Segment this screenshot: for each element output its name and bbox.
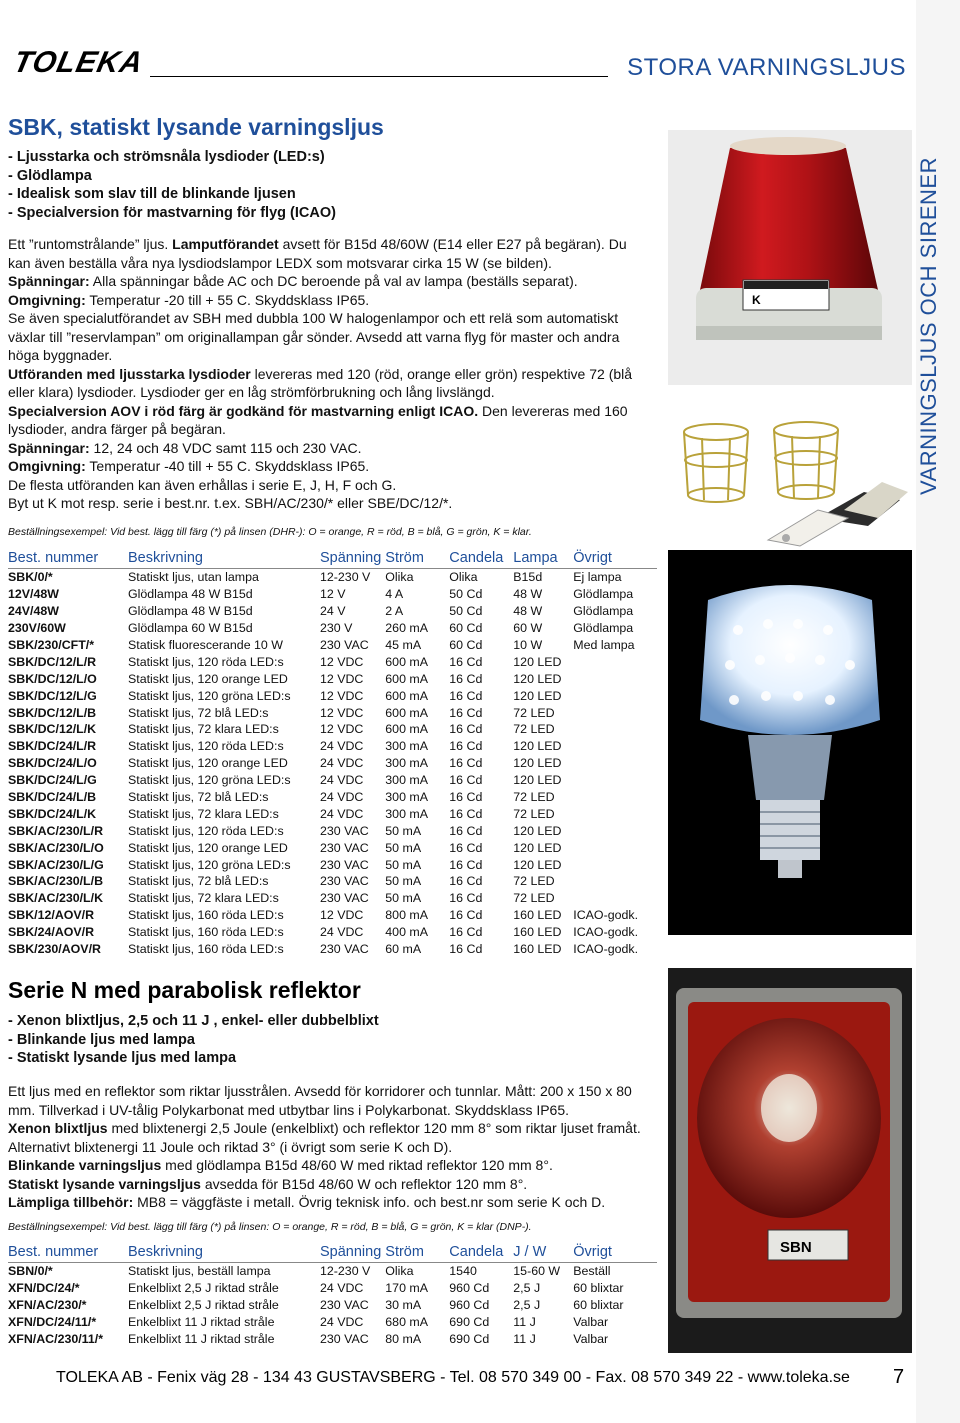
table-row — [8, 772, 657, 789]
table-cell: Olika — [385, 569, 449, 586]
order-number-cell: XFN/DC/24/* — [8, 1281, 80, 1296]
col-header: Beskrivning — [128, 550, 203, 566]
table-cell: Statiskt ljus, 120 röda LED:s — [128, 823, 284, 838]
order-number-cell: SBK/AC/230/L/B — [8, 874, 104, 889]
table-cell: 2,5 J — [513, 1281, 541, 1296]
table-cell: 24 V — [320, 604, 346, 619]
toleka-logo: TOLEKA — [10, 46, 147, 79]
table-cell: Statiskt ljus, 72 blå LED:s — [128, 705, 269, 720]
order-number-cell: SBN/0/* — [8, 1263, 128, 1280]
accessories-photo — [668, 400, 912, 548]
sbk-order-note: Beställningsexempel: Vid best. lägg till färg (*) på linsen (DHR-): O = orange, R = röd, B = blå, G = grön, K = klar. — [8, 526, 532, 538]
table-cell: Glödlampa — [573, 621, 634, 636]
table-header-row — [8, 550, 657, 569]
col-header: Ström — [385, 550, 424, 566]
table-cell: 170 mA — [385, 1281, 428, 1296]
serie-n-spec-table — [8, 1244, 657, 1347]
table-cell: B15d — [513, 569, 573, 586]
table-row — [8, 789, 657, 806]
table-cell — [573, 755, 657, 772]
feature-item: - Xenon blixtljus, 2,5 och 11 J , enkel- eller dubbelblixt — [8, 1013, 379, 1029]
table-cell: 230 VAC — [320, 874, 369, 889]
header-rule — [150, 76, 608, 77]
table-row — [8, 637, 657, 654]
table-row — [8, 822, 657, 839]
table-cell: Enkelblixt 11 J riktad stråle — [128, 1332, 275, 1346]
table-cell: 72 LED — [513, 806, 555, 821]
table-cell: 230 VAC — [320, 1298, 369, 1313]
sbk-features — [8, 148, 658, 222]
table-cell: 120 LED — [513, 688, 562, 703]
table-cell: 690 Cd — [449, 1332, 490, 1346]
table-cell: 16 Cd — [449, 756, 483, 771]
table-row — [8, 569, 657, 586]
table-cell: 50 Cd — [449, 587, 483, 602]
table-cell: 120 LED — [513, 773, 562, 788]
table-cell: Glödlampa 60 W B15d — [128, 621, 253, 636]
table-cell: Glödlampa — [573, 604, 634, 619]
table-cell: Enkelblixt 11 J riktad stråle — [128, 1315, 275, 1330]
serie-n-section — [8, 977, 658, 1068]
table-cell: 12 V — [320, 587, 346, 602]
table-cell: 24 VDC — [320, 1281, 364, 1296]
table-cell: 10 W — [513, 638, 543, 652]
table-cell: 16 Cd — [449, 739, 483, 754]
table-row — [8, 805, 657, 822]
table-cell: Glödlampa 48 W B15d — [128, 604, 253, 619]
table-cell: Beställ — [573, 1263, 657, 1280]
table-cell: 230 VAC — [320, 840, 369, 855]
serie-n-para-2: Xenon blixtljus med blixtenergi 2,5 Joule (enkelblixt) och reflektor 120 mm 8° som riktar ljuset framåt. Alternativt blixtenergi 11 Joule och riktad 3° (i övrigt som serie K och D). — [8, 1120, 641, 1155]
table-cell — [573, 856, 657, 873]
table-row — [8, 873, 657, 890]
table-cell: 72 LED — [513, 891, 555, 906]
table-cell: 600 mA — [385, 705, 428, 720]
table-cell: 16 Cd — [449, 688, 483, 703]
table-cell: 12 VDC — [320, 688, 364, 703]
order-number-cell: SBK/DC/12/L/G — [8, 688, 97, 703]
col-header: Best. nummer — [8, 550, 99, 566]
table-cell: 50 mA — [385, 823, 422, 838]
table-cell: ICAO-godk. — [573, 925, 639, 940]
table-cell: 800 mA — [385, 908, 428, 923]
order-number-cell: SBK/DC/24/L/K — [8, 806, 97, 821]
table-cell — [573, 805, 657, 822]
section-title: STORA VARNINGSLJUS — [627, 54, 906, 81]
table-cell: 120 LED — [513, 739, 562, 754]
order-number-cell: SBK/0/* — [8, 569, 128, 586]
table-cell: 12-230 V — [320, 569, 385, 586]
sbn-label: SBN — [780, 1239, 812, 1256]
table-cell: Statiskt ljus, 160 röda LED:s — [128, 942, 284, 957]
table-cell: Valbar — [573, 1332, 609, 1346]
table-cell: 960 Cd — [449, 1298, 490, 1313]
col-header: Övrigt — [573, 550, 612, 566]
table-cell: Statiskt ljus, 72 klara LED:s — [128, 722, 279, 737]
table-cell: 230 VAC — [320, 942, 369, 957]
table-cell: Statiskt ljus, 120 orange LED — [128, 756, 288, 771]
table-cell: 16 Cd — [449, 773, 483, 788]
feature-item: - Statiskt lysande ljus med lampa — [8, 1050, 237, 1066]
side-tab-label: VARNINGSLJUS OCH SIRENER — [916, 157, 941, 495]
table-cell: 160 LED — [513, 942, 562, 957]
order-number-cell: 230V/60W — [8, 621, 66, 636]
table-cell — [573, 704, 657, 721]
table-row — [8, 856, 657, 873]
table-cell — [573, 687, 657, 704]
sbk-para-3: Omgivning: Temperatur -20 till + 55 C. Skyddsklass IP65. — [8, 291, 370, 308]
table-cell: 260 mA — [385, 621, 428, 636]
table-row — [8, 890, 657, 907]
order-number-cell: SBK/DC/12/L/B — [8, 705, 97, 720]
order-number-cell: XFN/DC/24/11/* — [8, 1315, 97, 1330]
table-cell: ICAO-godk. — [573, 942, 639, 957]
table-cell: 24 VDC — [320, 925, 364, 940]
order-number-cell: SBK/24/AOV/R — [8, 925, 95, 940]
table-cell: 16 Cd — [449, 790, 483, 805]
table-cell: 12 VDC — [320, 671, 364, 686]
table-cell: 120 LED — [513, 823, 562, 838]
table-cell: 16 Cd — [449, 722, 483, 737]
serie-n-para-5: Lämpliga tillbehör: MB8 = väggfäste i metall. Övrig teknisk info. och best.nr som serie K och D. — [8, 1194, 606, 1210]
table-cell: 600 mA — [385, 688, 428, 703]
table-cell: 60 mA — [385, 942, 422, 957]
table-cell: 60 blixtar — [573, 1281, 624, 1296]
table-cell: Glödlampa — [573, 587, 634, 602]
table-cell: 48 W — [513, 604, 543, 619]
table-row — [8, 670, 657, 687]
table-cell: 16 Cd — [449, 942, 483, 957]
table-cell: 50 Cd — [449, 604, 483, 619]
table-cell: 60 blixtar — [573, 1298, 624, 1313]
table-cell: Olika — [385, 1263, 449, 1280]
table-cell: 300 mA — [385, 790, 428, 805]
table-cell: 24 VDC — [320, 739, 364, 754]
table-cell: 230 VAC — [320, 1332, 369, 1346]
order-number-cell: SBK/DC/12/L/K — [8, 722, 97, 737]
table-cell: 24 VDC — [320, 806, 364, 821]
col-header: Best. nummer — [8, 1244, 99, 1260]
sbn-reflector-image — [668, 968, 912, 1353]
table-cell: Statiskt ljus, 72 klara LED:s — [128, 891, 279, 906]
table-cell: 12 VDC — [320, 722, 364, 737]
table-cell: 50 mA — [385, 874, 422, 889]
serie-n-para-1: Ett ljus med en reflektor som riktar ljusstrålen. Avsedd för korridorer och tunnlar. Mått: 200 x 150 x 80 mm. Tillverkad i UV-tålig Polykarbonat med utbytbar lins i Polykarbonat. Skyddsklass IP65. — [8, 1083, 632, 1118]
table-cell: 16 Cd — [449, 925, 483, 940]
table-cell: 400 mA — [385, 925, 428, 940]
table-cell: Statiskt ljus, 160 röda LED:s — [128, 908, 284, 923]
order-number-cell: SBK/AC/230/L/G — [8, 857, 104, 872]
table-cell: 16 Cd — [449, 806, 483, 821]
table-cell: 2 A — [385, 604, 404, 619]
table-row — [8, 687, 657, 704]
table-cell: 600 mA — [385, 654, 428, 669]
table-cell: Statiskt ljus, 72 blå LED:s — [128, 874, 269, 889]
table-cell: 120 LED — [513, 671, 562, 686]
table-cell: 72 LED — [513, 705, 555, 720]
table-cell: 16 Cd — [449, 874, 483, 889]
table-cell: 24 VDC — [320, 1315, 364, 1330]
table-cell: 50 mA — [385, 891, 422, 906]
table-cell: 230 VAC — [320, 891, 369, 906]
table-cell: 1540 — [449, 1263, 513, 1280]
table-cell: Statiskt ljus, 120 orange LED — [128, 840, 288, 855]
table-cell: Statiskt ljus, utan lampa — [128, 569, 320, 586]
table-cell — [573, 738, 657, 755]
table-row — [8, 1280, 657, 1297]
sbk-spec-table — [8, 550, 657, 957]
sbk-para-10: Byt ut K mot resp. serie i best.nr. t.ex. SBH/AC/230/* eller SBE/DC/12/*. — [8, 495, 453, 511]
table-cell: 12 VDC — [320, 705, 364, 720]
table-cell: 120 LED — [513, 857, 562, 872]
table-cell: 2,5 J — [513, 1298, 541, 1313]
table-cell: 45 mA — [385, 638, 422, 652]
sbk-para-7: Spänningar: 12, 24 och 48 VDC samt 115 och 230 VAC. — [8, 439, 362, 456]
table-cell: 50 mA — [385, 840, 422, 855]
table-cell: 680 mA — [385, 1315, 428, 1330]
feature-item: - Idealisk som slav till de blinkande ljusen — [8, 186, 296, 202]
table-cell: 230 VAC — [320, 823, 369, 838]
feature-item: - Ljusstarka och strömsnåla lysdioder (LED:s) — [8, 149, 325, 165]
order-number-cell: SBK/DC/24/L/R — [8, 739, 97, 754]
table-cell: 960 Cd — [449, 1281, 490, 1296]
table-cell: 60 W — [513, 621, 543, 636]
table-cell: Glödlampa 48 W B15d — [128, 587, 253, 602]
table-cell — [573, 839, 657, 856]
table-cell: 120 LED — [513, 840, 562, 855]
table-cell: 16 Cd — [449, 671, 483, 686]
table-cell: Statiskt ljus, 120 gröna LED:s — [128, 688, 291, 703]
feature-item: - Blinkande ljus med lampa — [8, 1031, 195, 1048]
table-cell: Statiskt ljus, 120 gröna LED:s — [128, 773, 291, 788]
col-header: Spänning — [320, 1244, 382, 1260]
col-header: J / W — [513, 1244, 547, 1260]
table-cell: 11 J — [513, 1315, 536, 1330]
feature-item: - Specialversion för mastvarning för flyg (ICAO) — [8, 204, 336, 221]
order-number-cell: SBK/DC/24/L/B — [8, 790, 97, 805]
table-cell: Ej lampa — [573, 569, 657, 586]
sbk-para-6: Specialversion AOV i röd färg är godkänd för mastvarning enligt ICAO. Den levereras med 160 lysdioder, andra färger på begäran. — [8, 402, 628, 437]
col-header: Lampa — [513, 550, 558, 566]
table-cell: Statiskt ljus, 120 gröna LED:s — [128, 857, 291, 872]
col-header: Candela — [449, 1244, 504, 1260]
table-cell: 690 Cd — [449, 1315, 490, 1330]
table-cell: Statiskt ljus, 72 blå LED:s — [128, 790, 269, 805]
sbk-para-8: Omgivning: Temperatur -40 till + 55 C. Skyddsklass IP65. — [8, 458, 370, 474]
serie-n-title: Serie N med parabolisk reflektor — [8, 977, 361, 1003]
table-cell: Valbar — [573, 1315, 609, 1330]
table-cell: Statiskt ljus, 72 klara LED:s — [128, 806, 279, 821]
table-cell: 600 mA — [385, 722, 428, 737]
table-cell: 24 VDC — [320, 756, 364, 771]
order-number-cell: SBK/230/AOV/R — [8, 942, 101, 957]
order-number-cell: XFN/AC/230/11/* — [8, 1332, 104, 1346]
table-cell: Enkelblixt 2,5 J riktad stråle — [128, 1281, 279, 1296]
table-cell: Statiskt ljus, 120 orange LED — [128, 671, 288, 686]
table-cell: 600 mA — [385, 671, 428, 686]
table-cell: Statiskt ljus, 120 röda LED:s — [128, 654, 284, 669]
table-row — [8, 924, 657, 941]
table-cell: Enkelblixt 2,5 J riktad stråle — [128, 1298, 279, 1313]
table-cell — [573, 772, 657, 789]
serie-n-order-note: Beställningsexempel: Vid best. lägg till färg (*) på linsen: O = orange, R = röd, B = blå, G = grön, K = klar (DNP-). — [8, 1221, 532, 1233]
table-cell: 120 LED — [513, 654, 562, 669]
table-cell: 230 VAC — [320, 857, 369, 872]
table-cell: 50 mA — [385, 857, 422, 872]
table-cell: 4 A — [385, 587, 404, 602]
col-header: Övrigt — [573, 1244, 612, 1260]
table-cell: 12 VDC — [320, 908, 364, 923]
table-row — [8, 603, 657, 620]
table-row — [8, 586, 657, 603]
table-cell: 48 W — [513, 587, 543, 602]
table-row — [8, 1263, 657, 1280]
table-cell — [573, 653, 657, 670]
table-cell: 60 Cd — [449, 638, 483, 652]
order-number-cell: SBK/12/AOV/R — [8, 908, 95, 923]
table-cell: 24 VDC — [320, 773, 364, 788]
table-row — [8, 755, 657, 772]
table-row — [8, 839, 657, 856]
table-cell: 300 mA — [385, 756, 428, 771]
red-beacon-image — [668, 130, 912, 385]
table-row — [8, 620, 657, 637]
sbk-description — [8, 235, 648, 513]
table-cell: 16 Cd — [449, 908, 483, 923]
sbk-section — [8, 114, 658, 222]
serie-n-para-4: Statiskt lysande varningsljus avsedda för B15d 48/60 W och reflektor 120 mm 8°. — [8, 1175, 528, 1192]
table-row — [8, 738, 657, 755]
order-number-cell: SBK/AC/230/L/K — [8, 891, 104, 906]
table-cell: 72 LED — [513, 790, 555, 805]
col-header: Beskrivning — [128, 1244, 203, 1260]
table-cell: 30 mA — [385, 1298, 422, 1313]
sbk-para-2: Spänningar: Alla spänningar både AC och DC beroende på val av lampa (beställs separat). — [8, 273, 578, 289]
table-cell: 300 mA — [385, 739, 428, 754]
table-cell: 15-60 W — [513, 1263, 573, 1280]
table-row — [8, 653, 657, 670]
table-cell: 12-230 V — [320, 1263, 385, 1280]
table-cell: 72 LED — [513, 874, 555, 889]
table-cell: Statiskt ljus, 160 röda LED:s — [128, 925, 284, 940]
table-row — [8, 1331, 657, 1348]
sbk-para-1: Ett ”runtomstrålande” ljus. Lamputförandet avsett för B15d 48/60W (E14 eller E27 på begäran). Du kan även beställa våra nya lysdiodslampor LEDX som motsvarar cirka 15 W (se bilden). — [8, 236, 627, 271]
col-header: Ström — [385, 1244, 424, 1260]
sbk-para-5: Utföranden med ljusstarka lysdioder levereras med 120 (röd, orange eller grön) respektive 72 (blå eller klara) lysdioder. Lysdioder ger en låg strömförbrukning och lång livslängd. — [8, 365, 633, 400]
order-number-cell: 12V/48W — [8, 587, 59, 602]
beacon-label: K — [752, 293, 761, 307]
serie-n-description — [8, 1082, 648, 1212]
table-cell: 12 VDC — [320, 654, 364, 669]
table-cell: Statiskt ljus, beställ lampa — [128, 1263, 320, 1280]
table-header-row — [8, 1244, 657, 1263]
red-beacon-photo — [668, 130, 912, 385]
serie-n-features — [8, 1012, 658, 1068]
table-cell — [573, 873, 657, 890]
table-cell — [573, 822, 657, 839]
table-cell — [573, 789, 657, 806]
col-header: Candela — [449, 550, 504, 566]
order-number-cell: SBK/230/CFT/* — [8, 638, 95, 652]
table-cell: 230 V — [320, 621, 353, 636]
table-cell: 16 Cd — [449, 823, 483, 838]
table-cell: 16 Cd — [449, 654, 483, 669]
table-cell: Statiskt ljus, 120 röda LED:s — [128, 739, 284, 754]
page-number: 7 — [893, 1366, 905, 1388]
ledx-lamp-image — [668, 550, 912, 935]
feature-item: - Glödlampa — [8, 167, 92, 184]
table-row — [8, 907, 657, 924]
cage-guards-image — [668, 400, 912, 548]
table-row — [8, 721, 657, 738]
table-cell: ICAO-godk. — [573, 908, 639, 923]
order-number-cell: SBK/DC/12/L/R — [8, 654, 97, 669]
table-cell — [573, 721, 657, 738]
order-number-cell: 24V/48W — [8, 604, 59, 619]
led-lamp-photo — [668, 550, 912, 935]
table-row — [8, 1297, 657, 1314]
table-cell: 120 LED — [513, 756, 562, 771]
table-cell: 160 LED — [513, 925, 562, 940]
table-cell: 16 Cd — [449, 891, 483, 906]
sbk-para-4: Se även specialutförandet av SBH med dubbla 100 W halogenlampor och ett relä som automatiskt växlar till ”reservlampan” om originallampan går sönder. Avsedd att varna flyg för master och andra höga byggnader. — [8, 310, 620, 363]
table-cell: Olika — [449, 569, 513, 586]
table-cell: 80 mA — [385, 1332, 422, 1346]
table-cell: 160 LED — [513, 908, 562, 923]
serie-n-para-3: Blinkande varningsljus med glödlampa B15d 48/60 W med riktad reflektor 120 mm 8°. — [8, 1157, 553, 1173]
table-row — [8, 1314, 657, 1331]
table-cell: 11 J — [513, 1332, 536, 1346]
order-number-cell: SBK/AC/230/L/R — [8, 823, 104, 838]
table-cell: 230 VAC — [320, 638, 369, 652]
table-cell — [573, 670, 657, 687]
table-cell: 16 Cd — [449, 857, 483, 872]
order-number-cell: SBK/AC/230/L/O — [8, 840, 104, 855]
table-cell: 72 LED — [513, 722, 555, 737]
table-cell: 24 VDC — [320, 790, 364, 805]
order-number-cell: XFN/AC/230/* — [8, 1298, 87, 1313]
sbk-title: SBK, statiskt lysande varningsljus — [8, 114, 384, 140]
footer-address: TOLEKA AB - Fenix väg 28 - 134 43 GUSTAVSBERG - Tel. 08 570 349 00 - Fax. 08 570 349 22 - www.toleka.se — [56, 1369, 850, 1386]
table-row — [8, 941, 657, 958]
order-number-cell: SBK/DC/24/L/G — [8, 773, 97, 788]
table-cell: 300 mA — [385, 806, 428, 821]
sbk-para-9: De flesta utföranden kan även erhållas i serie E, J, H, F och G. — [8, 476, 397, 493]
table-cell: 16 Cd — [449, 705, 483, 720]
col-header: Spänning — [320, 550, 382, 566]
table-cell: Med lampa — [573, 638, 635, 652]
table-row — [8, 704, 657, 721]
table-cell — [573, 890, 657, 907]
order-number-cell: SBK/DC/12/L/O — [8, 671, 97, 686]
table-cell: 60 Cd — [449, 621, 483, 636]
table-cell: 300 mA — [385, 773, 428, 788]
table-cell: 16 Cd — [449, 840, 483, 855]
table-cell: Statisk fluorescerande 10 W — [128, 638, 283, 652]
sbn-lamp-photo — [668, 968, 912, 1353]
order-number-cell: SBK/DC/24/L/O — [8, 756, 97, 771]
